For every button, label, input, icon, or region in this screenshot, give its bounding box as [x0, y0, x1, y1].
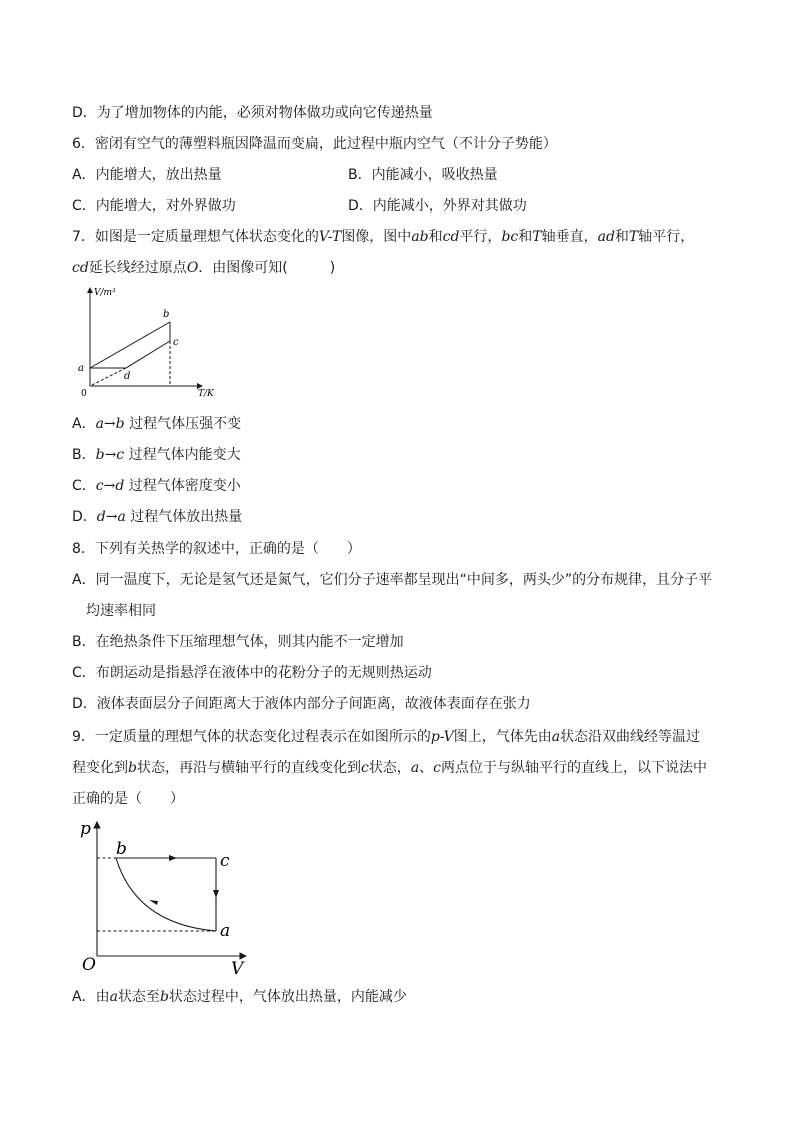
q9-stem-line1: 9．一定质量的理想气体的状态变化过程表示在如图所示的p-V图上，气体先由a状态沿双曲线经等温过: [72, 729, 701, 745]
q6-option-c: C．内能增大，对外界做功: [72, 198, 236, 214]
q9-pv-graph: [76, 814, 266, 980]
q9-point-b: b: [116, 839, 127, 859]
q7-stem-line2: cd延长线经过原点O．由图像可知( ): [72, 260, 336, 276]
q7-cd-extension: [90, 368, 126, 386]
q7-option-b: B．b→c 过程气体内能变大: [72, 447, 241, 463]
q9-origin-label: O: [82, 955, 96, 975]
q8-stem: 8．下列有关热学的叙述中，正确的是（ ）: [72, 541, 361, 557]
q6-stem: 6．密闭有空气的薄塑料瓶因降温而变扁，此过程中瓶内空气（不计分子势能）: [72, 136, 557, 152]
q9-arrow-ca: [213, 890, 219, 898]
q7-point-d: d: [124, 371, 131, 382]
q7-point-c: c: [173, 337, 179, 348]
q6-option-a: A．内能增大，放出热量: [72, 167, 222, 183]
q8-option-a-line1: A．同一温度下，无论是氢气还是氮气，它们分子速率都呈现出“中间多，两头少”的分布规律，且分子平: [72, 572, 713, 588]
q9-point-c: c: [220, 851, 230, 871]
q7-x-label: T/K: [198, 389, 214, 399]
q9-point-a: a: [220, 921, 231, 941]
q7-line-cd: [126, 341, 170, 368]
q9-arrow-bc: [169, 855, 177, 861]
q7-option-c: C．c→d 过程气体密度变小: [72, 478, 241, 494]
q9-stem-line2: 程变化到b状态，再沿与横轴平行的直线变化到c状态，a、c两点位于与纵轴平行的直线上，以下说法中: [72, 760, 708, 776]
q7-vt-graph: [72, 284, 222, 400]
q7-point-a: a: [78, 363, 84, 374]
q9-option-a: A．由a状态至b状态过程中，气体放出热量，内能减少: [72, 989, 407, 1005]
q8-option-d: D．液体表面层分子间距离大于液体内部分子间距离，故液体表面存在张力: [72, 696, 531, 712]
q8-option-b: B．在绝热条件下压缩理想气体，则其内能不一定增加: [72, 634, 404, 650]
q7-point-b: b: [163, 309, 170, 320]
q8-option-c: C．布朗运动是指悬浮在液体中的花粉分子的无规则热运动: [72, 665, 432, 681]
q7-y-label: V/m³: [94, 288, 116, 298]
q7-option-a: A．a→b 过程气体压强不变: [72, 416, 242, 432]
q9-arrow-ab: [149, 900, 158, 905]
q5-option-d: D．为了增加物体的内能，必须对物体做功或向它传递热量: [72, 105, 433, 121]
q7-line-ab: [90, 322, 170, 368]
q9-isotherm-ab: [116, 858, 216, 931]
q6-option-d: D．内能减小，外界对其做功: [348, 198, 527, 214]
q8-option-a-line2: 均速率相同: [86, 603, 156, 619]
q6-option-b: B．内能减小，吸收热量: [348, 167, 498, 183]
q9-stem-line3: 正确的是（ ）: [72, 791, 184, 807]
q9-y-label: p: [80, 819, 91, 839]
q7-option-d: D．d→a 过程气体放出热量: [72, 509, 243, 525]
q7-stem-line1: 7．如图是一定质量理想气体状态变化的V-T图像，图中ab和cd平行，bc和T轴垂直，ad和T轴平行，: [72, 229, 695, 245]
q9-x-label: V: [231, 959, 244, 979]
q7-origin-label: 0: [81, 389, 87, 399]
